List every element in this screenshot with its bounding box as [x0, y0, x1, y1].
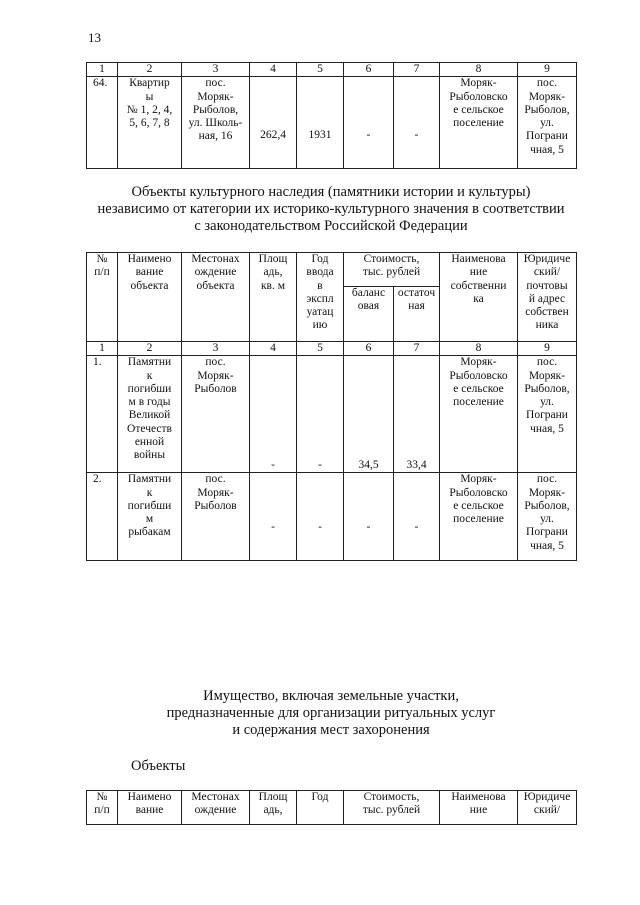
text-line: м — [145, 513, 154, 526]
col-num-9: 9 — [518, 63, 577, 77]
text-line: Наимено — [127, 253, 172, 265]
text-line: Наименова — [451, 253, 506, 265]
text-line: Стоимость, — [363, 253, 420, 265]
header-area — [250, 791, 297, 825]
text-line: Рыболов, — [524, 103, 570, 116]
header-num — [87, 791, 118, 825]
property-heading — [86, 688, 576, 739]
column-number-row — [87, 342, 577, 356]
text-line: Памятни — [127, 356, 172, 369]
table-row — [87, 356, 577, 473]
header-cost — [344, 791, 440, 825]
text-line: м в годы — [128, 396, 171, 409]
text-line: к — [146, 486, 153, 499]
owner-name — [440, 77, 518, 169]
text-line: экспл — [306, 292, 334, 305]
residual-value: 33,4 — [394, 356, 440, 473]
owner-name — [440, 356, 518, 473]
col-num-4: 4 — [250, 63, 297, 77]
header-row — [87, 253, 577, 287]
text-line: тыс. рублей — [362, 266, 421, 279]
header-location — [182, 253, 250, 342]
text-line: ождение — [194, 804, 237, 817]
text-line: ул. — [540, 513, 554, 526]
header-residual — [394, 287, 440, 342]
text-line: адь, — [263, 804, 283, 817]
text-line: Пограни — [526, 526, 568, 539]
text-line: ка — [473, 292, 484, 305]
text-line: ул. — [540, 396, 554, 409]
header-owner — [440, 253, 518, 342]
text-line: Моряк- — [197, 369, 234, 382]
text-line: ул. Школь- — [188, 117, 243, 130]
text-line: ная, 16 — [198, 130, 233, 143]
text-line: Юридиче — [523, 791, 571, 803]
text-line: погибши — [127, 499, 172, 512]
object-location — [182, 77, 250, 169]
balance-value: - — [344, 77, 394, 169]
object-year: - — [297, 473, 344, 561]
header-name — [118, 791, 182, 825]
text-line: Стоимость, — [363, 791, 420, 803]
owner-address — [518, 473, 577, 561]
burial-property-table — [86, 790, 577, 825]
text-line: кв. м — [260, 279, 286, 292]
text-line: № — [96, 253, 108, 265]
text-line: Моряк- — [460, 77, 497, 90]
text-line: Моряк- — [528, 369, 566, 382]
header-balance — [344, 287, 394, 342]
text-line: е сельское — [453, 103, 504, 116]
residual-value: - — [394, 473, 440, 561]
col-num-3: 3 — [182, 63, 250, 77]
text-line: Площ — [258, 791, 288, 803]
object-area: - — [250, 356, 297, 473]
text-line: ника — [535, 319, 559, 332]
text-line: Рыболов, — [192, 103, 239, 116]
header-cost — [344, 253, 440, 287]
row-number: 64. — [87, 77, 118, 169]
text-line: ию — [312, 319, 328, 332]
text-line: почтовы — [526, 279, 568, 292]
text-line: Пограни — [526, 130, 568, 143]
text-line: поселение — [453, 513, 504, 526]
text-line: чная, 5 — [530, 143, 564, 156]
col-num-6: 6 — [344, 63, 394, 77]
objects-label: Объекты — [131, 758, 186, 774]
text-line: пос. — [536, 77, 558, 90]
row-number: 2. — [87, 473, 118, 561]
text-line: чная, 5 — [530, 422, 564, 435]
object-year: - — [297, 356, 344, 473]
text-line: остаточ — [397, 287, 436, 299]
text-line: Рыболов — [194, 382, 237, 395]
cultural-heritage-table — [86, 252, 577, 561]
text-line: Год — [311, 791, 329, 803]
text-line: Памятни — [127, 473, 172, 486]
text-line: й адрес — [528, 292, 566, 305]
col-num-7: 7 — [394, 63, 440, 77]
text-line: объекта — [196, 279, 235, 292]
text-line: тыс. рублей — [362, 804, 421, 817]
object-location — [182, 473, 250, 561]
text-line: Рыболов, — [524, 382, 570, 395]
col-num-8: 8 — [440, 63, 518, 77]
object-area: - — [250, 473, 297, 561]
text-line: Рыболовско — [449, 369, 508, 382]
text-line: погибши — [127, 382, 172, 395]
text-line: овая — [357, 300, 380, 313]
text-line: Великой — [128, 409, 171, 422]
header-row — [87, 791, 577, 825]
text-line: ул. — [540, 117, 554, 130]
col-num-1: 1 — [87, 63, 118, 77]
text-line: № — [96, 791, 108, 803]
owner-address — [518, 356, 577, 473]
text-line: чная, 5 — [530, 539, 564, 552]
text-line: е сельское — [453, 499, 504, 512]
header-num — [87, 253, 118, 342]
text-line: предназначенные для организации ритуальных услуг — [166, 705, 496, 721]
text-line: к — [146, 369, 153, 382]
text-line: п/п — [94, 804, 110, 817]
text-line: с законодательством Российской Федерации — [194, 218, 468, 234]
balance-value: 34,5 — [344, 356, 394, 473]
text-line: Объекты культурного наследия (памятники истории и культуры) — [131, 184, 531, 200]
table-row — [87, 473, 577, 561]
text-line: пос. — [536, 473, 558, 486]
balance-value: - — [344, 473, 394, 561]
text-line: собственни — [450, 279, 507, 292]
text-line: рыбакам — [128, 526, 171, 539]
property-table-continued — [86, 62, 577, 169]
text-line: № 1, 2, 4, — [126, 103, 173, 116]
text-line: Местонах — [191, 791, 240, 803]
owner-address — [518, 77, 577, 169]
header-address — [518, 791, 577, 825]
text-line: Год — [311, 253, 329, 265]
text-line: Квартир — [129, 77, 170, 90]
text-line: ский/ — [533, 804, 561, 817]
row-number: 1. — [87, 356, 118, 473]
text-line: п/п — [94, 266, 110, 279]
col-num-1: 1 — [87, 342, 118, 356]
header-location — [182, 791, 250, 825]
text-line: Моряк- — [460, 473, 497, 486]
text-line: Рыболов — [194, 499, 237, 512]
object-location — [182, 356, 250, 473]
object-name — [118, 473, 182, 561]
text-line: ная — [408, 300, 425, 313]
col-num-6: 6 — [344, 342, 394, 356]
table-row — [87, 77, 577, 169]
text-line: Отечеств — [127, 422, 172, 435]
header-year — [297, 791, 344, 825]
text-line: Имущество, включая земельные участки, — [203, 688, 459, 704]
text-line: адь, — [263, 266, 283, 279]
text-line: в — [317, 279, 323, 292]
text-line: Моряк- — [528, 90, 566, 103]
text-line: поселение — [453, 117, 504, 130]
text-line: енной — [134, 436, 165, 449]
text-line: ождение — [194, 266, 237, 279]
text-line: пос. — [536, 356, 558, 369]
text-line: вание — [135, 804, 164, 817]
col-num-8: 8 — [440, 342, 518, 356]
text-line: Местонах — [191, 253, 240, 265]
residual-value: - — [394, 77, 440, 169]
text-line: и содержания мест захоронения — [232, 722, 430, 738]
text-line: ы — [145, 90, 154, 103]
header-address — [518, 253, 577, 342]
text-line: ский/ — [533, 266, 561, 279]
owner-name — [440, 473, 518, 561]
text-line: Моряк- — [197, 486, 234, 499]
header-area — [250, 253, 297, 342]
text-line: Рыболовско — [449, 90, 508, 103]
text-line: войны — [133, 449, 166, 462]
text-line: ние — [469, 266, 488, 279]
text-line: пос. — [205, 356, 226, 369]
text-line: баланс — [351, 287, 386, 299]
header-owner — [440, 791, 518, 825]
object-area: 262,4 — [250, 77, 297, 169]
object-name — [118, 356, 182, 473]
text-line: Пограни — [526, 409, 568, 422]
object-year: 1931 — [297, 77, 344, 169]
col-num-5: 5 — [297, 63, 344, 77]
col-num-7: 7 — [394, 342, 440, 356]
page-number: 13 — [88, 30, 101, 45]
column-number-row — [87, 63, 577, 77]
text-line: Наимено — [127, 791, 172, 803]
col-num-4: 4 — [250, 342, 297, 356]
text-line: ние — [469, 804, 488, 817]
text-line: Моряк- — [460, 356, 497, 369]
text-line: пос. — [205, 77, 226, 90]
col-num-9: 9 — [518, 342, 577, 356]
object-name — [118, 77, 182, 169]
header-name — [118, 253, 182, 342]
col-num-2: 2 — [118, 342, 182, 356]
text-line: Юридиче — [523, 253, 571, 265]
text-line: Рыболов, — [524, 499, 570, 512]
col-num-5: 5 — [297, 342, 344, 356]
text-line: объекта — [130, 279, 169, 292]
text-line: Моряк- — [197, 90, 234, 103]
text-line: пос. — [205, 473, 226, 486]
text-line: Наименова — [451, 791, 506, 803]
col-num-3: 3 — [182, 342, 250, 356]
header-year — [297, 253, 344, 342]
text-line: ввода — [306, 266, 334, 279]
text-line: собствен — [525, 306, 569, 319]
cultural-heritage-heading — [86, 184, 576, 235]
text-line: 5, 6, 7, 8 — [129, 117, 170, 130]
text-line: уатац — [306, 306, 334, 319]
text-line: поселение — [453, 396, 504, 409]
text-line: вание — [135, 266, 164, 279]
col-num-2: 2 — [118, 63, 182, 77]
text-line: независимо от категории их историко-культурного значения в соответствии — [97, 201, 565, 217]
text-line: е сельское — [453, 382, 504, 395]
text-line: Площ — [258, 253, 288, 265]
text-line: Рыболовско — [449, 486, 508, 499]
text-line: Моряк- — [528, 486, 566, 499]
